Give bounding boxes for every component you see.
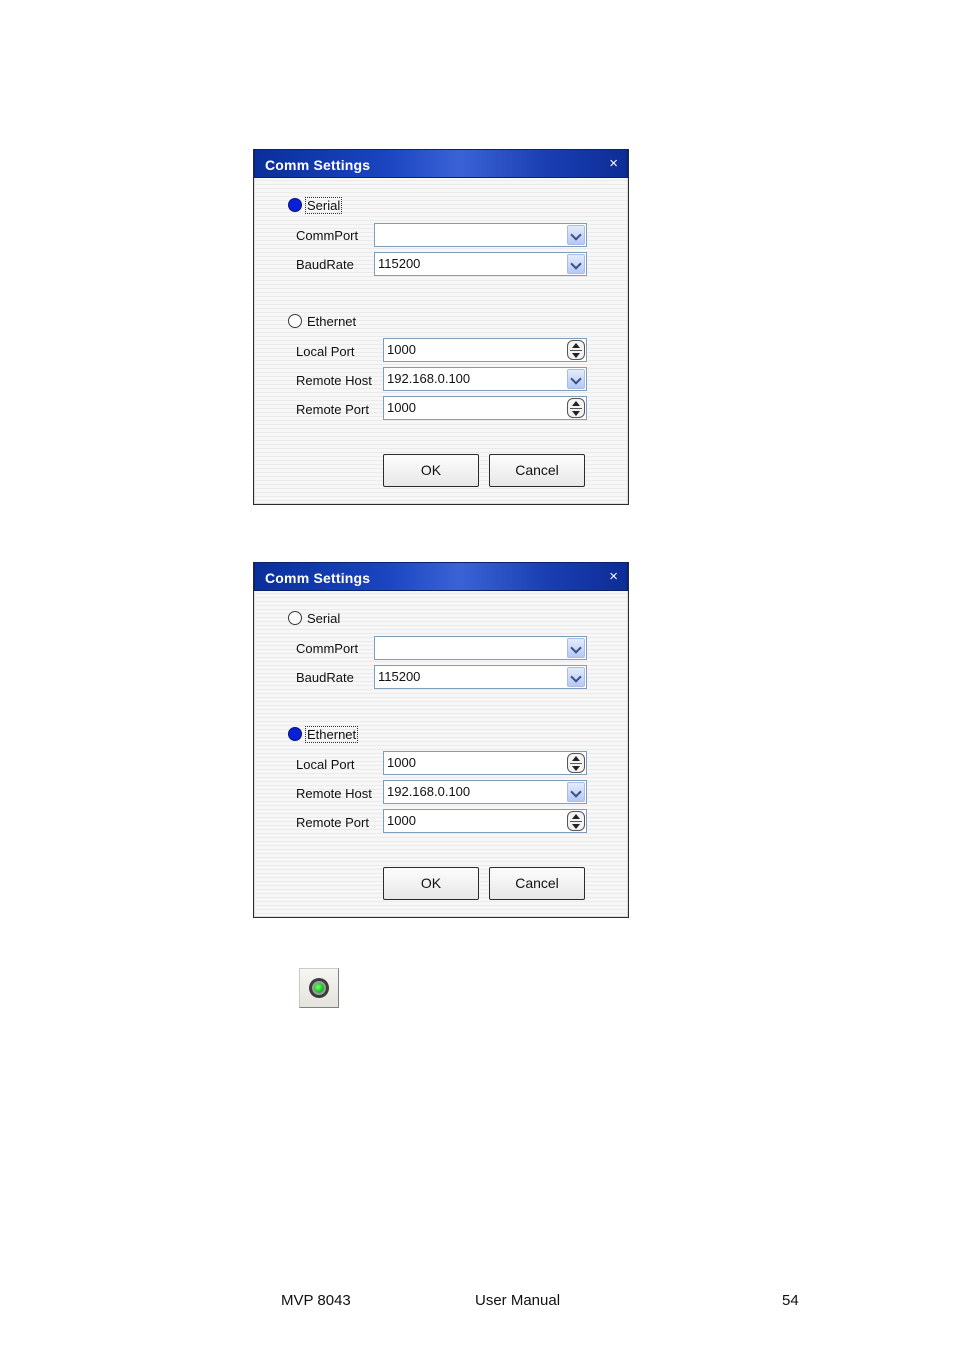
remote-host-dropdown[interactable] bbox=[383, 367, 587, 391]
spinner-arrows-icon[interactable] bbox=[567, 753, 585, 773]
cancel-button[interactable]: Cancel bbox=[489, 454, 585, 487]
spinner-arrows-icon[interactable] bbox=[567, 811, 585, 831]
serial-radio-button[interactable] bbox=[288, 611, 302, 625]
ok-button[interactable]: OK bbox=[383, 454, 479, 487]
commport-dropdown[interactable] bbox=[374, 636, 587, 660]
local-port-label: Local Port bbox=[296, 757, 355, 772]
close-icon[interactable]: × bbox=[609, 155, 618, 172]
remote-host-dropdown[interactable] bbox=[383, 780, 587, 804]
footer-product: MVP 8043 bbox=[281, 1292, 351, 1309]
chevron-down-icon[interactable] bbox=[567, 225, 585, 245]
remote-host-value[interactable]: 192.168.0.100 bbox=[387, 784, 471, 799]
remote-port-spinner[interactable] bbox=[383, 396, 587, 420]
comm-settings-dialog-serial bbox=[253, 149, 629, 505]
remote-port-value[interactable]: 1000 bbox=[387, 400, 416, 415]
remote-port-spinner[interactable] bbox=[383, 809, 587, 833]
baudrate-label: BaudRate bbox=[296, 257, 354, 272]
baudrate-value: 115200 bbox=[378, 669, 421, 684]
spinner-arrows-icon[interactable] bbox=[567, 398, 585, 418]
remote-port-value[interactable]: 1000 bbox=[387, 813, 416, 828]
local-port-spinner[interactable] bbox=[383, 751, 587, 775]
local-port-spinner[interactable] bbox=[383, 338, 587, 362]
remote-port-label: Remote Port bbox=[296, 815, 369, 830]
serial-radio-option[interactable] bbox=[288, 609, 341, 627]
ethernet-radio-label: Ethernet bbox=[307, 313, 357, 329]
ok-button[interactable]: OK bbox=[383, 867, 479, 900]
baudrate-dropdown[interactable] bbox=[374, 252, 587, 276]
baudrate-dropdown[interactable] bbox=[374, 665, 587, 689]
dialog-title: Comm Settings bbox=[265, 157, 371, 173]
chevron-down-icon[interactable] bbox=[567, 369, 585, 389]
ethernet-radio-button[interactable] bbox=[288, 314, 302, 328]
serial-radio-label: Serial bbox=[307, 610, 341, 626]
serial-radio-button[interactable] bbox=[288, 198, 302, 212]
comm-settings-dialog-ethernet bbox=[253, 562, 629, 918]
chevron-down-icon[interactable] bbox=[567, 254, 585, 274]
close-icon[interactable]: × bbox=[609, 568, 618, 585]
dialog-title-bar[interactable] bbox=[254, 149, 628, 178]
dialog-title-bar[interactable] bbox=[254, 562, 628, 591]
ethernet-radio-label: Ethernet bbox=[307, 726, 357, 742]
chevron-down-icon[interactable] bbox=[567, 782, 585, 802]
spinner-arrows-icon[interactable] bbox=[567, 340, 585, 360]
connection-status-icon[interactable] bbox=[299, 968, 339, 1008]
commport-dropdown[interactable] bbox=[374, 223, 587, 247]
chevron-down-icon[interactable] bbox=[567, 638, 585, 658]
footer-doc-title: User Manual bbox=[475, 1292, 561, 1309]
serial-radio-option[interactable] bbox=[288, 196, 341, 214]
local-port-value[interactable]: 1000 bbox=[387, 755, 416, 770]
commport-label: CommPort bbox=[296, 228, 359, 243]
remote-port-label: Remote Port bbox=[296, 402, 369, 417]
ethernet-radio-option[interactable] bbox=[288, 312, 357, 330]
green-light-icon bbox=[314, 983, 324, 993]
cancel-button[interactable]: Cancel bbox=[489, 867, 585, 900]
local-port-value[interactable]: 1000 bbox=[387, 342, 416, 357]
remote-host-label: Remote Host bbox=[296, 786, 372, 801]
remote-host-value[interactable]: 192.168.0.100 bbox=[387, 371, 471, 386]
footer-page-number: 54 bbox=[782, 1292, 799, 1309]
ethernet-radio-button[interactable] bbox=[288, 727, 302, 741]
baudrate-value: 115200 bbox=[378, 256, 421, 271]
local-port-label: Local Port bbox=[296, 344, 355, 359]
baudrate-label: BaudRate bbox=[296, 670, 354, 685]
commport-label: CommPort bbox=[296, 641, 359, 656]
remote-host-label: Remote Host bbox=[296, 373, 372, 388]
serial-radio-label: Serial bbox=[307, 197, 341, 213]
dialog-title: Comm Settings bbox=[265, 570, 371, 586]
chevron-down-icon[interactable] bbox=[567, 667, 585, 687]
ethernet-radio-option[interactable] bbox=[288, 725, 357, 743]
